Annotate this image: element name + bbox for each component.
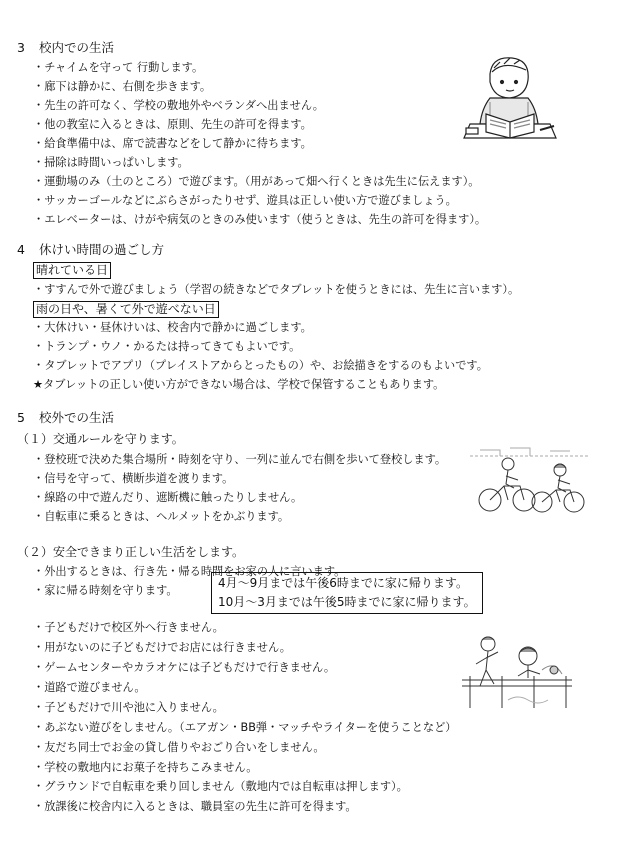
curfew-winter: 10月～3月までは午後5時までに家に帰ります。 xyxy=(218,595,476,609)
rainy-day-label: 雨の日や、暑くて外で遊べない日 xyxy=(33,301,219,318)
section-3-item: ・チャイムを守って 行動します。 xyxy=(33,61,204,74)
tablet-note: ★タブレットの正しい使い方ができない場合は、学校で保管することもあります。 xyxy=(33,378,445,391)
reading-child-illustration xyxy=(460,52,560,144)
section-3-item: ・他の教室に入るときは、原則、先生の許可を得ます。 xyxy=(33,118,312,131)
traffic-rule-item: ・信号を守って、横断歩道を渡ります。 xyxy=(33,472,234,485)
rainy-day-item: ・トランプ・ウノ・かるたは持ってきてもよいです。 xyxy=(33,340,301,353)
section-3-item: ・掃除は時間いっぱいします。 xyxy=(33,156,189,169)
section-5-number: 5 xyxy=(17,410,25,425)
curfew-summer: 4月～9月までは午後6時までに家に帰ります。 xyxy=(218,576,468,590)
traffic-rule-item: ・自転車に乗るときは、ヘルメットをかぶります。 xyxy=(33,510,290,523)
section-5-title: 校外での生活 xyxy=(39,410,115,425)
safety-rule-item: ・放課後に校舎内に入るときは、職員室の先生に許可を得ます。 xyxy=(33,800,357,813)
curfew-box xyxy=(211,572,483,614)
traffic-rule-item: ・線路の中で遊んだり、遮断機に触ったりしません。 xyxy=(33,491,303,504)
sunny-day-label: 晴れている日 xyxy=(33,262,111,279)
section-3-item: ・エレベーターは、けがや病気のときのみ使います（使うときは、先生の許可を得ます）。 xyxy=(33,213,487,226)
section-3-number: 3 xyxy=(17,40,25,55)
section-5-heading xyxy=(17,410,114,426)
safety-rule-item: ・子どもだけで校区外へ行きません。 xyxy=(33,621,224,634)
section-3-item: ・廊下は静かに、右側を歩きます。 xyxy=(33,80,212,93)
section-3-title: 校内での生活 xyxy=(39,40,115,55)
section-4-heading xyxy=(17,242,164,258)
section-4-number: 4 xyxy=(17,242,25,257)
traffic-rule-item: ・登校班で決めた集合場所・時刻を守り、一列に並んで右側を歩いて登校します。 xyxy=(33,453,447,466)
safety-rule-item: ・道路で遊びません。 xyxy=(33,681,146,694)
section-3-item: ・給食準備中は、席で読書などをして静かに待ちます。 xyxy=(33,137,312,150)
safety-rule-item: ・ゲームセンターやカラオケには子どもだけで行きません。 xyxy=(33,661,336,674)
safety-rule-item: ・グラウンドで自転車を乗り回しません（敷地内では自転車は押します）。 xyxy=(33,780,408,793)
safety-rule-item: ・友だち同士でお金の貸し借りやおごり合いをしません。 xyxy=(33,741,325,754)
safety-rule-item: ・学校の敷地内にお菓子を持ちこみません。 xyxy=(33,761,258,774)
safety-rule-item: ・外出するときは、行き先・帰る時間をお家の人に言います。 xyxy=(33,565,346,578)
sunny-day-item: ・すすんで外で遊びましょう（学習の続きなどでタブレットを使うときには、先生に言います）。 xyxy=(33,283,520,296)
safety-rule-item: ・あぶない遊びをしません。（エアガン・BB弾・マッチやライターを使うことなど） xyxy=(33,721,457,734)
section-3-heading xyxy=(17,40,114,56)
playground-children-illustration xyxy=(462,630,572,710)
subsection-2-title: （２）安全できまり正しい生活をします。 xyxy=(17,545,245,559)
safety-rule-item: ・用がないのに子どもだけでお店には行きません。 xyxy=(33,641,291,654)
rainy-day-item: ・大休けい・昼休けいは、校舎内で静かに過ごします。 xyxy=(33,321,312,334)
cycling-children-illustration xyxy=(470,446,590,516)
rainy-day-item: ・タブレットでアプリ（プレイストアからとったもの）や、お絵描きをするのもよいです。 xyxy=(33,359,488,372)
section-3-item: ・先生の許可なく、学校の敷地外やベランダへ出ません。 xyxy=(33,99,324,112)
section-4-title: 休けい時間の過ごし方 xyxy=(39,242,165,257)
section-3-item: ・サッカーゴールなどにぶらさがったりせず、遊具は正しい使い方で遊びましょう。 xyxy=(33,194,457,207)
safety-rule-item: ・家に帰る時刻を守ります。 xyxy=(33,584,178,597)
safety-rule-item: ・子どもだけで川や池に入りません。 xyxy=(33,701,224,714)
subsection-1-title: （１）交通ルールを守ります。 xyxy=(17,432,184,446)
section-3-item: ・運動場のみ（土のところ）で遊びます。（用があって畑へ行くときは先生に伝えます）。 xyxy=(33,175,480,188)
